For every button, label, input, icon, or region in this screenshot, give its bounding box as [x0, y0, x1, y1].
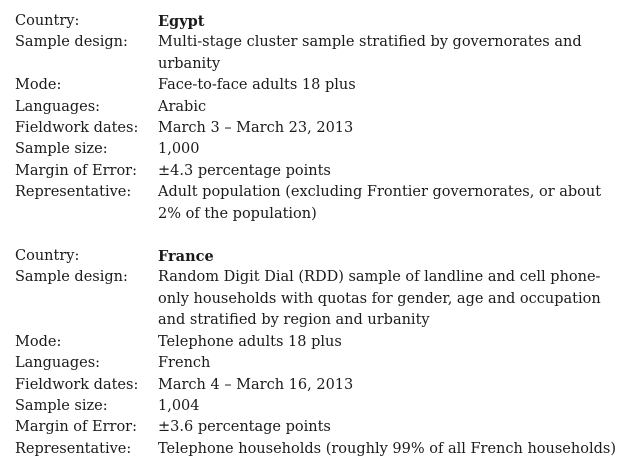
- margin-of-error-value: ±3.6 percentage points: [158, 419, 331, 436]
- margin-of-error-label: Margin of Error:: [15, 419, 137, 436]
- sample-size-row: [15, 396, 632, 417]
- fieldwork-dates-label: Fieldwork dates:: [15, 120, 139, 137]
- representative-value: Telephone households (roughly 99% of all French households): [158, 440, 616, 457]
- margin-of-error-label: Margin of Error:: [15, 162, 137, 179]
- fieldwork-dates-value: March 3 – March 23, 2013: [158, 120, 354, 137]
- country-block-france: [15, 246, 632, 460]
- mode-row: [15, 332, 632, 353]
- sample-size-label: Sample size:: [15, 397, 108, 414]
- country-row: [15, 11, 632, 32]
- languages-value: French: [158, 355, 211, 372]
- languages-row: [15, 97, 632, 118]
- representative-label: Representative:: [15, 440, 132, 457]
- sample-design-row: [15, 32, 632, 75]
- country-label: Country:: [15, 13, 80, 29]
- sample-design-value: Random Digit Dial (RDD) sample of landline and cell phone-only households with quotas for gender, age and occupation and stratified by region and urbanity: [158, 269, 601, 329]
- country-row: [15, 246, 632, 267]
- country-block-egypt: [15, 11, 632, 225]
- languages-row: [15, 353, 632, 374]
- languages-label: Languages:: [15, 98, 101, 115]
- sample-design-label: Sample design:: [15, 34, 128, 51]
- mode-value: Telephone adults 18 plus: [158, 333, 342, 350]
- representative-label: Representative:: [15, 184, 132, 201]
- sample-size-value: 1,000: [158, 141, 200, 158]
- margin-of-error-row: [15, 161, 632, 182]
- mode-label: Mode:: [15, 77, 62, 94]
- languages-value: Arabic: [158, 98, 207, 115]
- margin-of-error-value: ±4.3 percentage points: [158, 162, 331, 179]
- mode-row: [15, 75, 632, 96]
- fieldwork-dates-row: [15, 375, 632, 396]
- sample-size-value: 1,004: [158, 397, 200, 414]
- mode-value: Face-to-face adults 18 plus: [158, 77, 356, 94]
- sample-size-row: [15, 139, 632, 160]
- representative-value: Adult population (excluding Frontier governorates, or about 2% of the population): [158, 184, 602, 222]
- fieldwork-dates-row: [15, 118, 632, 139]
- mode-label: Mode:: [15, 333, 62, 350]
- country-name: Egypt: [158, 13, 205, 30]
- fieldwork-dates-label: Fieldwork dates:: [15, 376, 139, 393]
- country-label: Country:: [15, 248, 80, 265]
- country-name: France: [158, 248, 214, 266]
- languages-label: Languages:: [15, 355, 101, 372]
- margin-of-error-row: [15, 417, 632, 438]
- sample-design-value: Multi-stage cluster sample stratified by governorates and urbanity: [158, 34, 582, 72]
- sample-design-label: Sample design:: [15, 269, 128, 286]
- fieldwork-dates-value: March 4 – March 16, 2013: [158, 376, 354, 393]
- representative-row: [15, 182, 632, 225]
- sample-size-label: Sample size:: [15, 141, 108, 158]
- sample-design-row: [15, 267, 632, 331]
